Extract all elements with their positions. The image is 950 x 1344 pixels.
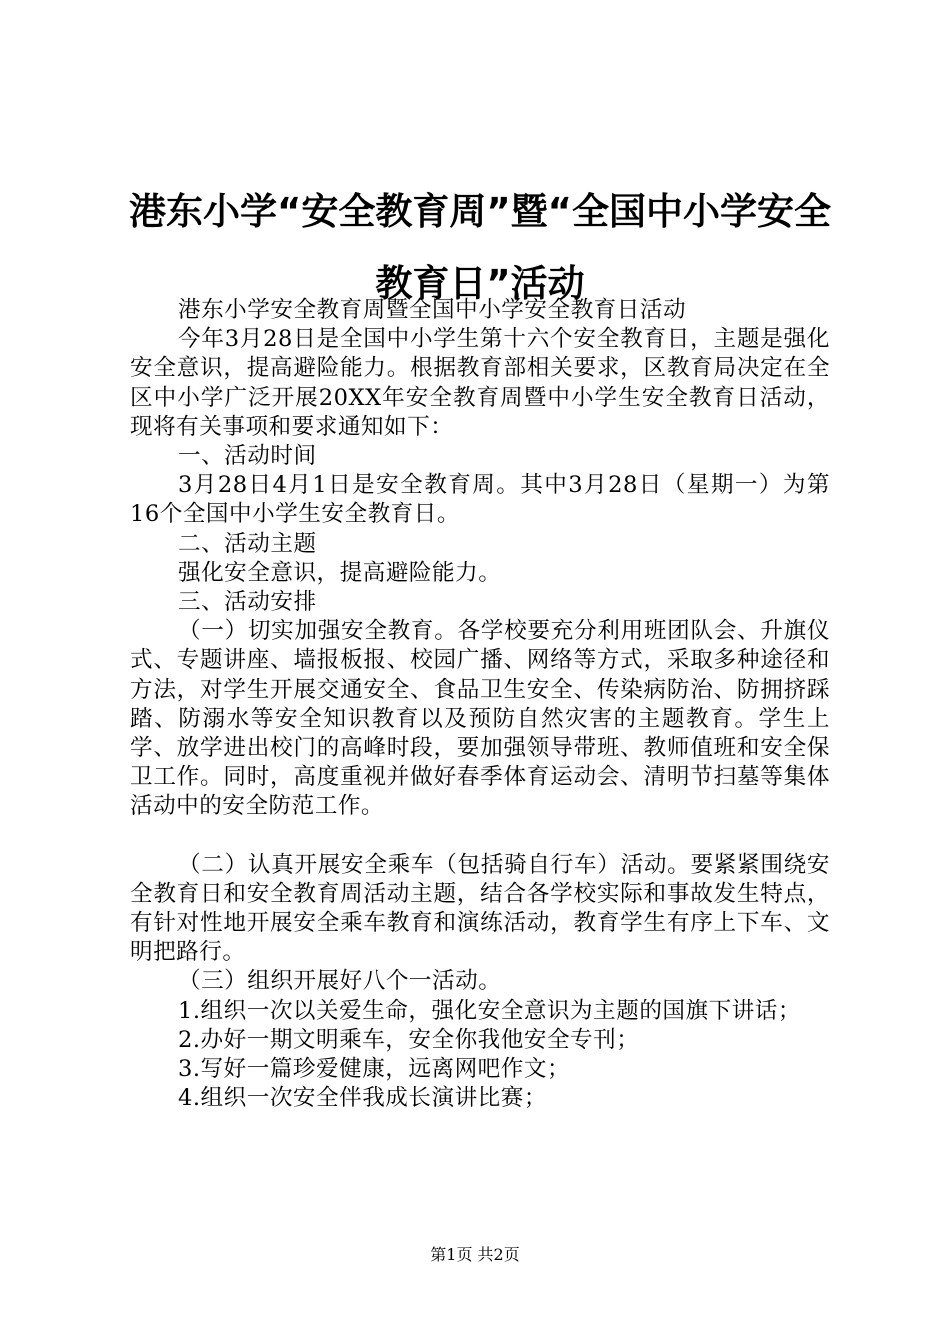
list-item: 1.组织一次以关爱生命，强化安全意识为主题的国旗下讲话； xyxy=(178,997,801,1024)
body-paragraph: 今年3月28日是全国中小学生第十六个安全教育日，主题是强化安全意识，提高避险能力。根据教育部相关要求，区教育局决定在全区中小学广泛开展20XX年安全教育周暨中小学生安全教育日活动，现将有关事项和要求通知如下： xyxy=(130,326,830,440)
document-title-line1: 港东小学“安全教育周”暨“全国中小学安全 xyxy=(129,190,831,233)
list-item: 2.办好一期文明乘车，安全你我他安全专刊； xyxy=(178,1026,640,1053)
body-paragraph: （二）认真开展安全乘车（包括骑自行车）活动。要紧紧围绕安全教育日和安全教育周活动主题，结合各学校实际和事故发生特点，有针对性地开展安全乘车教育和演练活动，教育学生有序上下车、文明把路行。 xyxy=(130,851,830,966)
paragraph-spacer xyxy=(130,822,830,851)
body-paragraph: 强化安全意识，提高避险能力。 xyxy=(178,559,502,586)
page-number-label: 第1页 共2页 xyxy=(430,1245,520,1264)
body-paragraph: （三）组织开展好八个一活动。 xyxy=(178,968,502,995)
section-heading: 一、活动时间 xyxy=(178,443,317,470)
document-body xyxy=(130,296,830,1113)
document-title-line2: 教育日”活动 xyxy=(375,262,585,305)
body-paragraph: （一）切实加强安全教育。各学校要充分利用班团队会、升旗仪式、专题讲座、墙报板报、校园广播、网络等方式，采取多种途径和方法，对学生开展交通安全、食品卫生安全、传染病防治、防拥挤踩踏、防溺水等安全知识教育以及预防自然灾害的主题教育。学生上学、放学进出校门的高峰时段，要加强领导带班、教师值班和安全保卫工作。同时，高度重视并做好春季体育运动会、清明节扫墓等集体活动中的安全防范工作。 xyxy=(130,618,830,820)
body-paragraph: 港东小学安全教育周暨全国中小学安全教育日活动 xyxy=(178,297,687,323)
body-paragraph: 3月28日4月1日是安全教育周。其中3月28日（星期一）为第16个全国中小学生安全教育日。 xyxy=(130,472,830,528)
section-heading: 三、活动安排 xyxy=(178,589,317,616)
list-item: 4.组织一次安全伴我成长演讲比赛； xyxy=(178,1085,547,1112)
page-footer xyxy=(0,1245,950,1265)
section-heading: 二、活动主题 xyxy=(178,530,317,557)
list-item: 3.写好一篇珍爱健康，远离网吧作文； xyxy=(178,1056,571,1083)
